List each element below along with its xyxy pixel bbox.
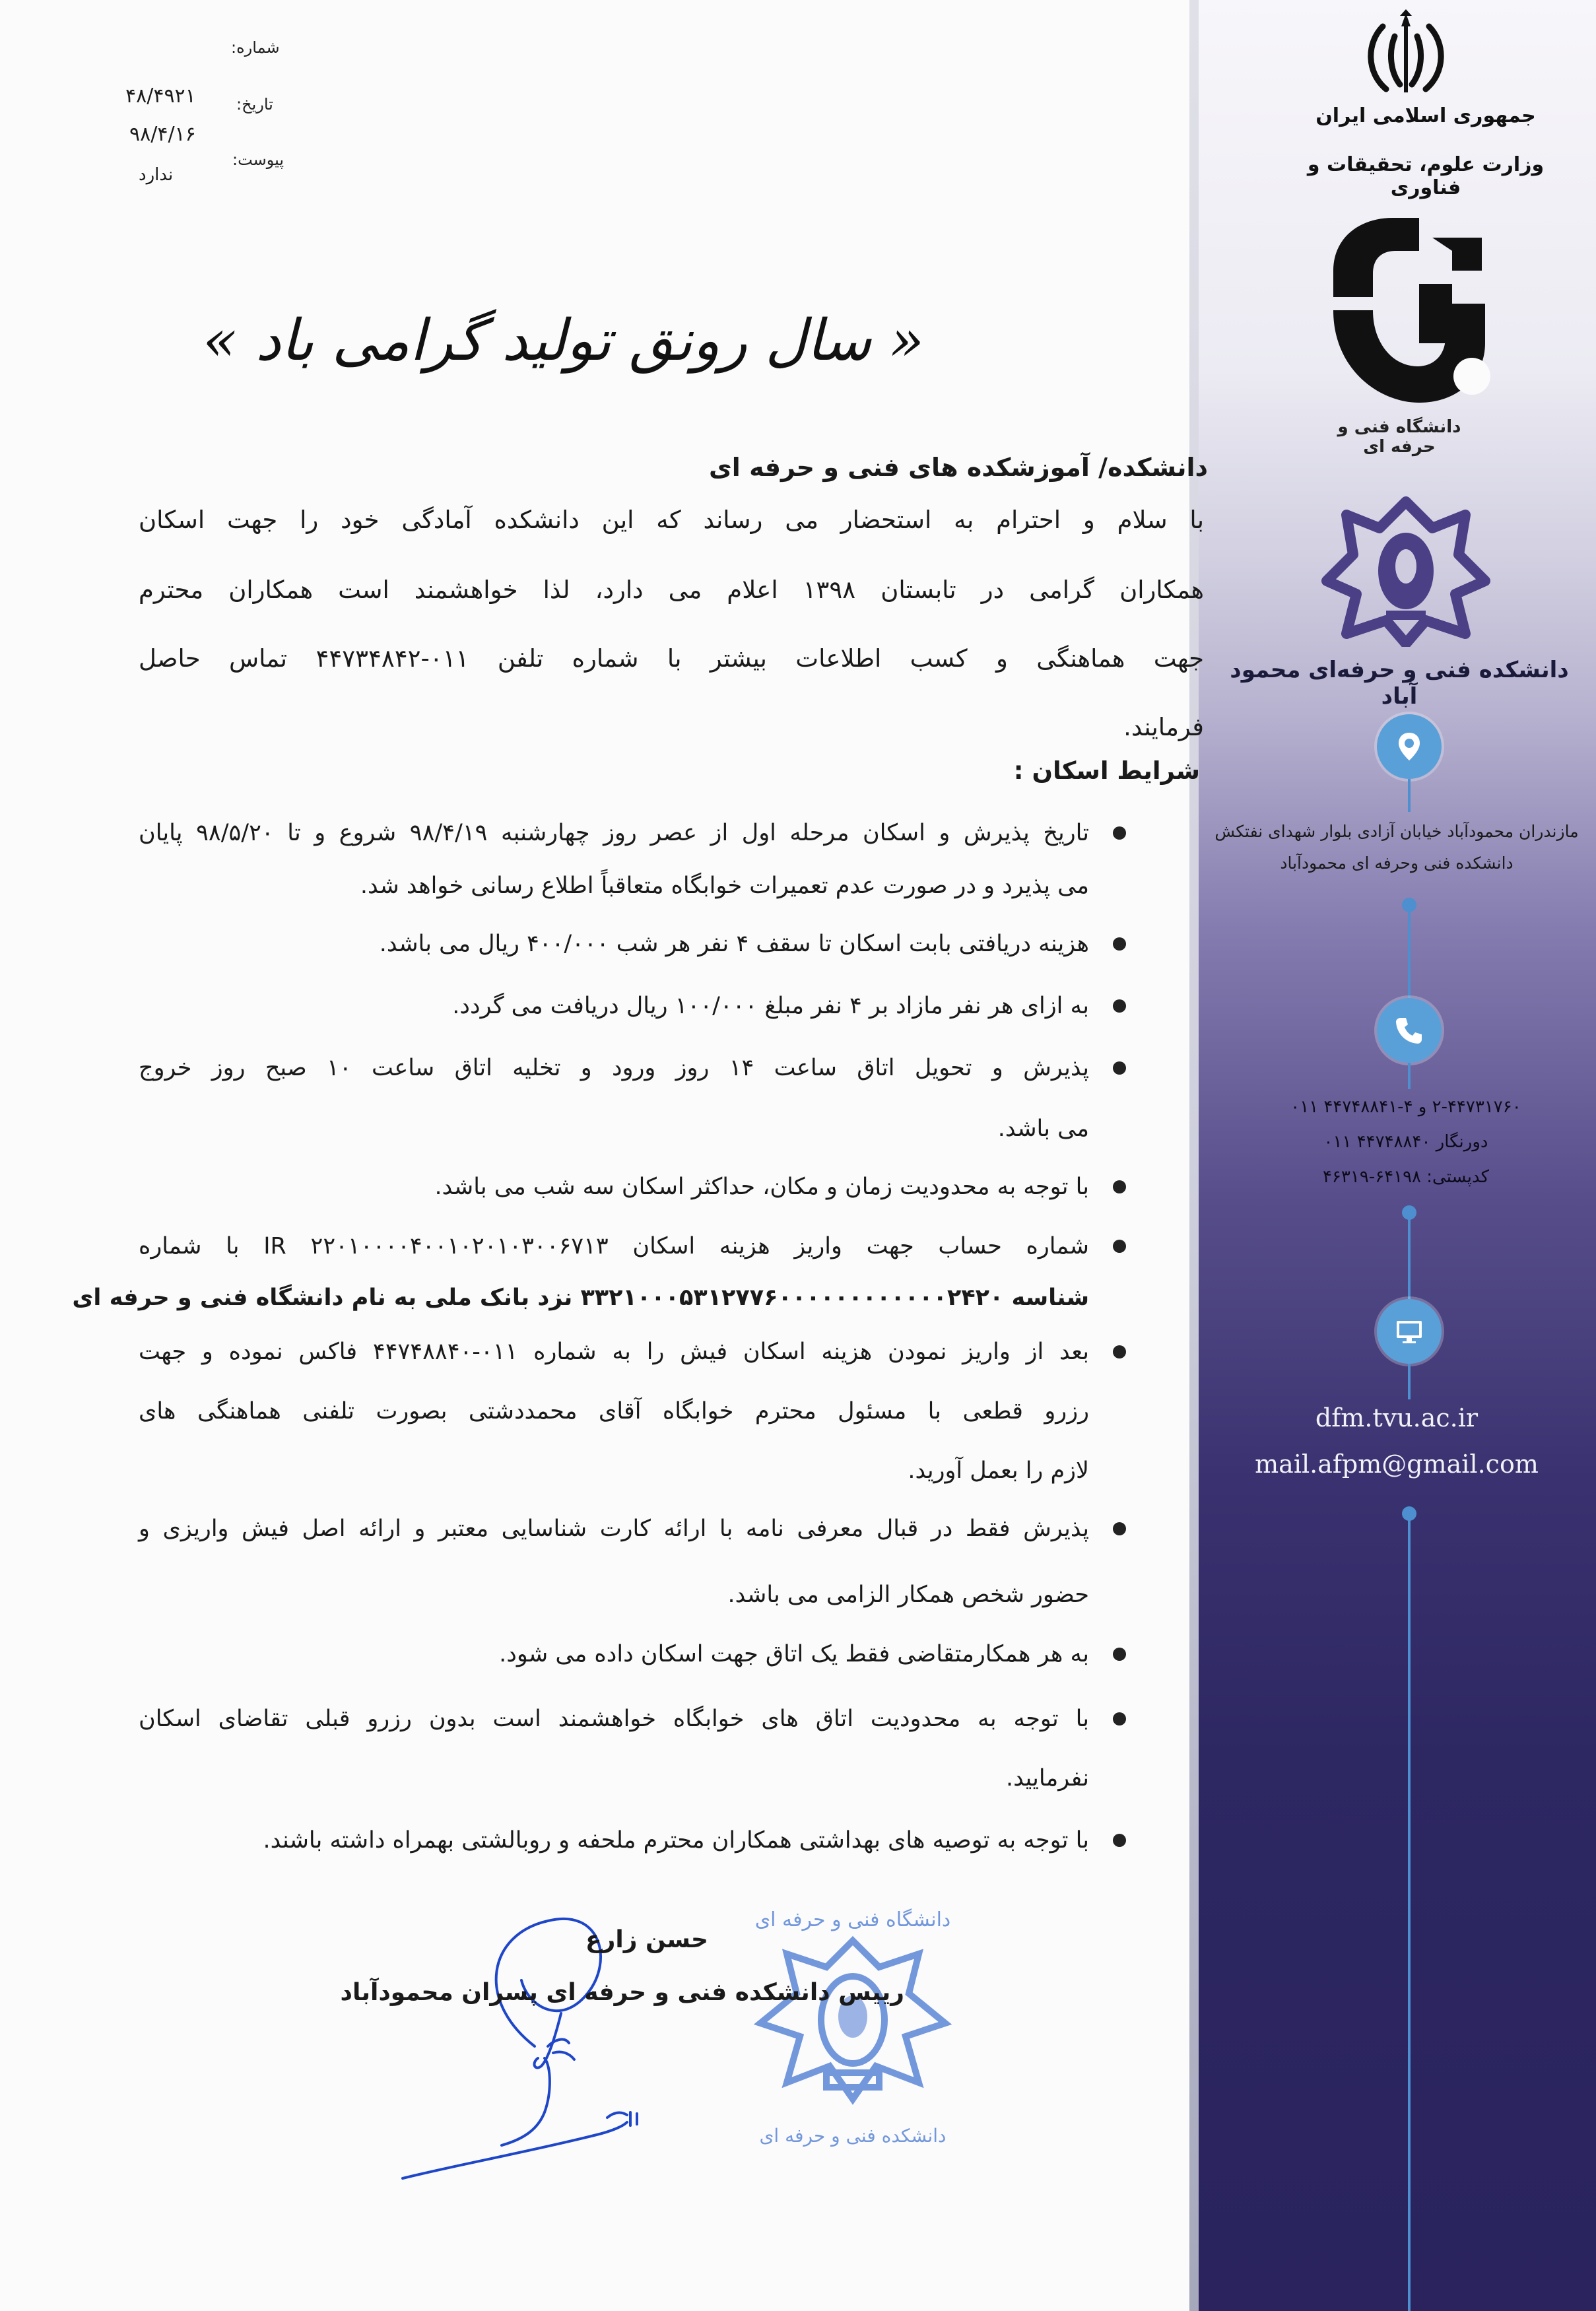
- fax-number: دورنگار ۴۴۷۴۸۸۴۰ ۰۱۱: [1323, 1132, 1488, 1152]
- letter-date: ۹۸/۴/۱۶: [129, 123, 196, 146]
- attachment-label: پیوست:: [232, 151, 284, 169]
- signer-title: رییس دانشکده فنی و حرفه ای پسران محمودآباد: [340, 1979, 904, 2006]
- ministry-name: وزارت علوم، تحقیقات و فناوری: [1307, 153, 1545, 199]
- attachment-value: ندارد: [139, 165, 174, 185]
- timeline-dot: [1402, 1506, 1416, 1521]
- phone-numbers: ۲-۴۴۷۳۱۷۶۰ و ۴-۴۴۷۴۸۸۴۱ ۰۱۱: [1290, 1097, 1521, 1117]
- timeline-dot: [1402, 898, 1416, 912]
- timeline-line: [1408, 1364, 1411, 1399]
- bullet-dot: [1113, 1180, 1126, 1193]
- timeline-line: [1408, 911, 1411, 998]
- timeline-line: [1408, 779, 1411, 812]
- address-line: مازندران محمودآباد خیابان آزادی بلوار شهدای نفتکش: [1214, 822, 1579, 841]
- intro-line: فرمایند.: [1123, 713, 1204, 741]
- condition-line: می پذیرد و در صورت عدم تعمیرات خوابگاه متعاقباً اطلاع رسانی خواهد شد.: [360, 873, 1089, 899]
- letter-number: ۴۸/۴۹۲۱: [125, 84, 196, 108]
- condition-line: با توجه به محدودیت زمان و مکان، حداکثر اسکان سه شب می باشد.: [434, 1174, 1089, 1200]
- condition-line: پذیرش و تحویل اتاق ساعت ۱۴ روز ورود و تخلیه اتاق ساعت ۱۰ صبح روز خروج: [139, 1055, 1089, 1081]
- timeline-line: [1408, 1063, 1411, 1089]
- condition-line: لازم را بعمل آورید.: [908, 1457, 1089, 1484]
- condition-line: شناسه ۳۳۲۱۰۰۰۵۳۱۲۷۷۶۰۰۰۰۰۰۰۰۰۰۰۰۲۴۲۰ نزد بانک ملی به نام دانشگاه فنی و حرفه ای: [72, 1285, 1089, 1311]
- bullet-dot: [1113, 1648, 1126, 1661]
- stamp-text-bottom: دانشکده فنی و حرفه ای: [759, 2125, 947, 2147]
- intro-line: همکاران گرامی در تابستان ۱۳۹۸ اعلام می دارد، لذا خواهشمند است همکاران محترم: [139, 576, 1204, 604]
- university-name: دانشگاه فنی و حرفه ای: [1337, 417, 1461, 457]
- timeline-line: [1408, 1520, 1411, 2311]
- condition-line: حضور شخص همکار الزامی می باشد.: [727, 1582, 1089, 1608]
- condition-line: نفرمایید.: [1006, 1765, 1089, 1792]
- stamp-text-top: دانشگاه فنی و حرفه ای: [754, 1908, 951, 1931]
- number-label: شماره:: [231, 38, 280, 57]
- bullet-dot: [1113, 1522, 1126, 1535]
- address-line: دانشکده فنی وحرفه ای محمودآباد: [1280, 854, 1513, 873]
- bullet-dot: [1113, 1712, 1126, 1725]
- intro-line: جهت هماهنگی و کسب اطلاعات بیشتر با شماره تلفن ۰۱۱-۴۴۷۳۴۸۴۲ تماس حاصل: [139, 644, 1204, 673]
- condition-line: به ازای هر نفر مازاد بر ۴ نفر مبلغ ۱۰۰/۰۰۰ ریال دریافت می گردد.: [452, 993, 1089, 1019]
- condition-line: پذیرش فقط در قبال معرفی نامه با ارائه کارت شناسایی معتبر و ارائه اصل فیش واریزی و: [139, 1516, 1089, 1542]
- condition-line: تاریخ پذیرش و اسکان مرحله اول از عصر روز چهارشنبه ۹۸/۴/۱۹ شروع و تا ۹۸/۵/۲۰ پایان: [139, 820, 1090, 846]
- condition-line: هزینه دریافتی بابت اسکان تا سقف ۴ نفر هر شب ۴۰۰/۰۰۰ ریال می باشد.: [379, 931, 1089, 957]
- iran-emblem-icon: [1356, 7, 1455, 106]
- timeline-dot: [1402, 1205, 1416, 1220]
- conditions-title: شرایط اسکان :: [1013, 756, 1200, 785]
- postal-code: کدپستی: ۶۴۱۹۸-۴۶۳۱۹: [1322, 1167, 1490, 1187]
- condition-line: با توجه به محدودیت اتاق های خوابگاه خواهشمند است بدون رزرو قبلی تقاضای اسکان: [139, 1706, 1089, 1732]
- condition-line: به هر همکارمتقاضی فقط یک اتاق جهت اسکان داده می شود.: [499, 1641, 1089, 1667]
- bullet-dot: [1113, 826, 1126, 840]
- date-label: تاریخ:: [236, 95, 273, 114]
- website-link[interactable]: dfm.tvu.ac.ir: [1315, 1403, 1479, 1432]
- bullet-dot: [1113, 1240, 1126, 1253]
- phone-icon: [1377, 998, 1442, 1063]
- bullet-dot: [1113, 999, 1126, 1013]
- bullet-dot: [1113, 1061, 1126, 1075]
- college-logo-icon: [1313, 488, 1498, 647]
- condition-line: شماره حساب جهت واریز هزینه اسکان IR ۲۲۰۱۰۰۰۰۴۰۰۱۰۲۰۱۰۳۰۰۶۷۱۳ با شماره: [139, 1233, 1089, 1259]
- slogan: « سال رونق تولید گرامی باد »: [203, 308, 924, 374]
- bullet-dot: [1113, 1345, 1126, 1358]
- timeline-line: [1408, 1219, 1411, 1299]
- addressee: دانشکده/ آموزشکده های فنی و حرفه ای: [708, 453, 1208, 482]
- condition-line: با توجه به توصیه های بهداشتی همکاران محترم ملحفه و روبالشتی بهمراه داشته باشند.: [263, 1827, 1089, 1854]
- email-link[interactable]: mail.afpm@gmail.com: [1255, 1450, 1539, 1479]
- location-icon: [1377, 714, 1442, 779]
- monitor-icon: [1377, 1299, 1442, 1364]
- intro-line: با سلام و احترام به استحضار می رساند که این دانشکده آمادگی خود را جهت اسکان: [139, 506, 1204, 534]
- college-name: دانشکده فنی و حرفه‌ای محمود آباد: [1230, 657, 1569, 710]
- republic-name: جمهوری اسلامی ایران: [1315, 104, 1536, 127]
- signer-name: حسن زارع: [585, 1926, 708, 1953]
- bullet-dot: [1113, 1834, 1126, 1847]
- condition-line: می باشد.: [997, 1116, 1089, 1142]
- university-logo-icon: [1320, 211, 1492, 409]
- condition-line: بعد از واریز نمودن هزینه اسکان فیش را به شماره ۰۱۱-۴۴۷۴۸۸۴۰ فاکس نموده و جهت: [139, 1339, 1089, 1365]
- condition-line: رزرو قطعی با مسئول محترم خوابگاه آقای محمددشتی بصورت تلفنی هماهنگی های: [139, 1398, 1089, 1424]
- bullet-dot: [1113, 937, 1126, 951]
